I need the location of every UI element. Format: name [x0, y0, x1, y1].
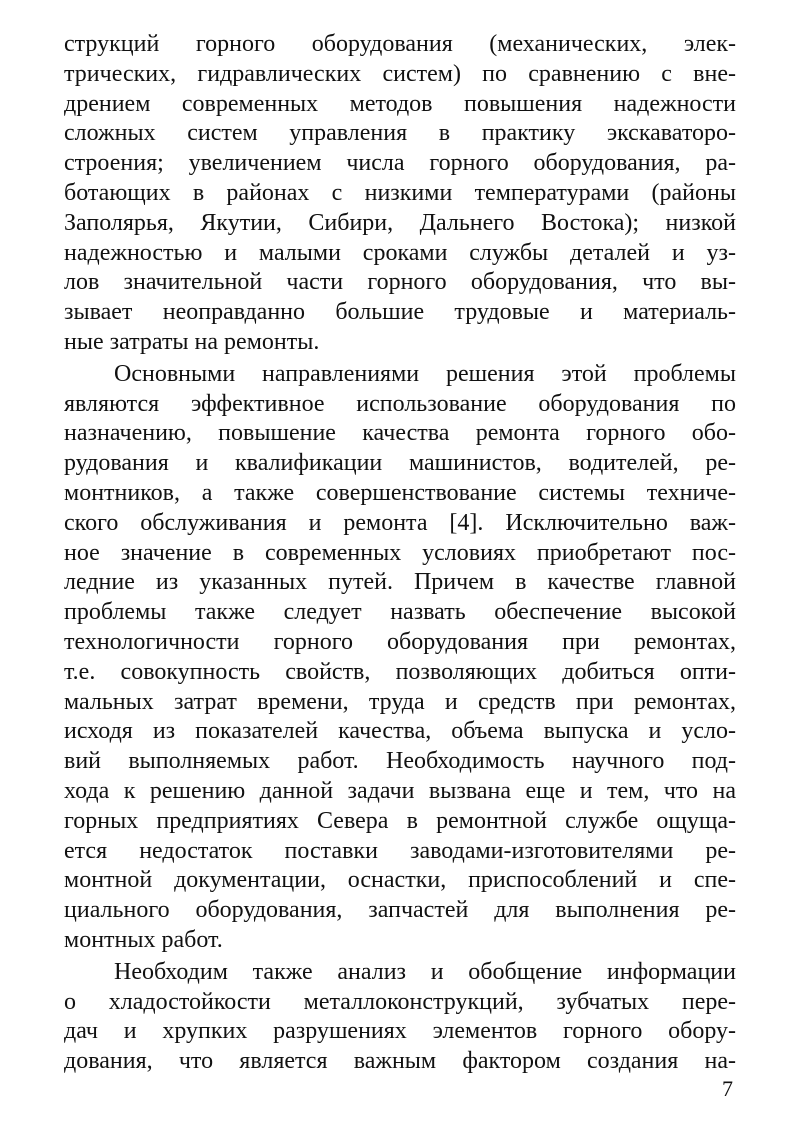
paragraph-2 [64, 360, 736, 956]
text-line: ледние из указанных путей. Причем в качестве главной [64, 569, 736, 596]
text-line: проблемы также следует назвать обеспечение высокой [64, 599, 736, 626]
page-body [64, 30, 736, 1079]
text-line: о хладостойкости металлоконструкций, зубчатых пере- [64, 988, 736, 1015]
text-line: лов значительной части горного оборудования, что вы- [64, 269, 736, 296]
text-line: ется недостаток поставки заводами-изготовителями ре- [64, 837, 736, 864]
text-line: дрением современных методов повышения надежности [64, 90, 736, 117]
text-line: монтной документации, оснастки, приспособлений и спе- [64, 867, 736, 894]
text-line: т.е. совокупность свойств, позволяющих добиться опти- [64, 658, 736, 685]
paragraph-3 [64, 958, 736, 1077]
text-line: исходя из показателей качества, объема выпуска и усло- [64, 718, 736, 745]
text-line: ского обслуживания и ремонта [4]. Исключительно важ- [64, 509, 736, 536]
text-line: надежностью и малыми сроками службы деталей и уз- [64, 239, 736, 266]
text-line: ные затраты на ремонты. [64, 328, 320, 355]
text-line: Заполярья, Якутии, Сибири, Дальнего Востока); низкой [64, 209, 736, 236]
text-line: струкций горного оборудования (механических, элек- [64, 31, 736, 57]
text-line: сложных систем управления в практику экскаваторо- [64, 120, 736, 147]
text-line: вий выполняемых работ. Необходимость научного под- [64, 748, 736, 775]
text-line: монтных работ. [64, 926, 223, 953]
page-number: 7 [722, 1076, 733, 1101]
text-line: рудования и квалификации машинистов, водителей, ре- [64, 450, 736, 477]
text-line: зывает неоправданно большие трудовые и материаль- [64, 299, 736, 326]
text-line: циального оборудования, запчастей для выполнения ре- [64, 897, 736, 924]
text-line: хода к решению данной задачи вызвана еще и тем, что на [64, 777, 736, 804]
text-line: дач и хрупких разрушениях элементов горного обору- [64, 1018, 736, 1045]
text-line: дования, что является важным фактором создания на- [64, 1048, 736, 1075]
text-line: ботающих в районах с низкими температурами (районы [64, 179, 736, 206]
paragraph-1 [64, 30, 736, 358]
text-line: назначению, повышение качества ремонта горного обо- [64, 420, 736, 447]
text-line: технологичности горного оборудования при ремонтах, [64, 628, 736, 655]
text-line: трических, гидравлических систем) по сравнению с вне- [64, 60, 736, 87]
text-line: монтников, а также совершенствование системы техниче- [64, 479, 736, 506]
text-line: являются эффективное использование оборудования по [64, 390, 736, 417]
text-line: мальных затрат времени, труда и средств при ремонтах, [64, 688, 736, 715]
text-line: строения; увеличением числа горного оборудования, ра- [64, 150, 736, 177]
text-line: ное значение в современных условиях приобретают пос- [64, 539, 736, 566]
text-line: Основными направлениями решения этой проблемы [114, 360, 736, 387]
text-line: Необходим также анализ и обобщение информации [114, 958, 736, 985]
text-line: горных предприятиях Севера в ремонтной службе ощуща- [64, 807, 736, 834]
